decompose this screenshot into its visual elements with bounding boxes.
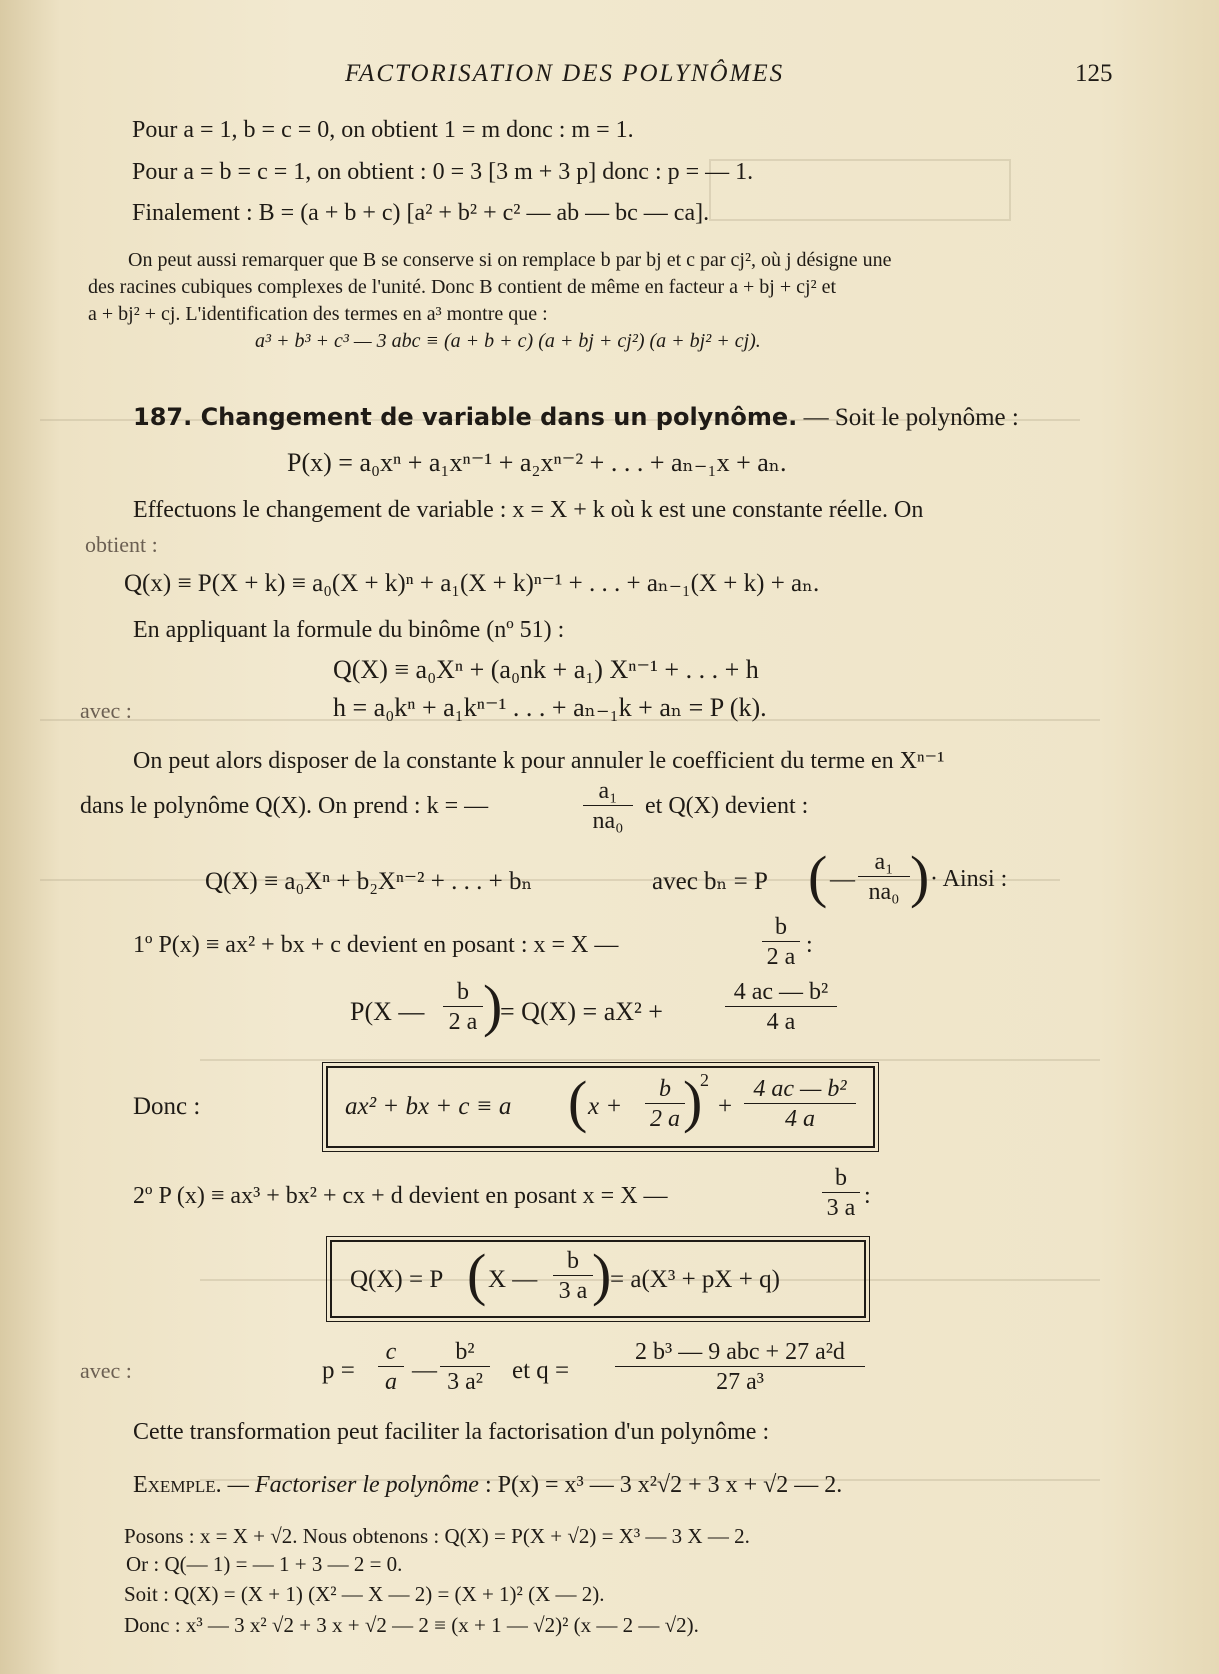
fraction-numerator: 4 ac — b² — [725, 978, 837, 1007]
fraction-b2-3a2 — [440, 1338, 490, 1397]
text-line: 1º P(x) ≡ ax² + bx + c devient en posant : x = X — — [133, 932, 619, 958]
text-line: Effectuons le changement de variable : x = X + k où k est une constante réelle. On — [133, 497, 924, 523]
identity-equation: a³ + b³ + c³ — 3 abc ≡ (a + b + c) (a + bj + cj²) (a + bj² + cj). — [255, 330, 761, 352]
fraction-q — [615, 1338, 865, 1397]
paragraph-line: a + bj² + cj. L'identification des termes en a³ montre que : — [88, 303, 548, 325]
example-equation: : P(x) = x³ — 3 x²√2 + 3 x + √2 — 2. — [478, 1472, 843, 1498]
fraction-numerator: b — [762, 913, 800, 942]
fraction-numerator: b — [443, 978, 483, 1007]
minus-sign: — — [830, 866, 855, 893]
text-P-of: P(X — — [350, 997, 425, 1026]
equation-Qb: Q(X) ≡ a₀Xⁿ + b₂Xⁿ⁻² + . . . + bₙ — [205, 868, 533, 895]
p-equals: p = — [322, 1357, 355, 1384]
page-number: 125 — [1075, 60, 1113, 87]
text-line: obtient : — [85, 532, 158, 557]
fraction-b-2a-3 — [645, 1075, 685, 1134]
colon: : — [864, 1183, 871, 1209]
fraction-denominator: 2 a — [448, 1009, 478, 1035]
text-line: On peut alors disposer de la constante k pour annuler le coefficient du terme en Xⁿ⁻¹ — [133, 748, 945, 774]
fraction-numerator: a₁ — [583, 777, 633, 806]
text-line: Posons : x = X + √2. Nous obtenons : Q(X) = P(X + √2) = X³ — 3 X — 2. — [124, 1524, 750, 1548]
fraction-denominator: na₀ — [868, 879, 900, 905]
fraction-numerator: 2 b³ — 9 abc + 27 a²d — [615, 1338, 865, 1367]
fraction-b-2a-2 — [443, 978, 483, 1037]
text-line: Cette transformation peut faciliter la factorisation d'un polynôme : — [133, 1419, 770, 1445]
text-line-1: Pour a = 1, b = c = 0, on obtient 1 = m donc : m = 1. — [132, 117, 634, 143]
equation-h: h = a₀kⁿ + a₁kⁿ⁻¹ . . . + aₙ₋₁k + aₙ = P (k). — [333, 693, 767, 722]
text-line-3: Finalement : B = (a + b + c) [a² + b² + c² — ab — bc — ca]. — [132, 200, 710, 226]
fraction-4ac-2 — [744, 1075, 856, 1134]
minus-sign: — — [412, 1357, 437, 1384]
equation-P: P(x) = a₀xⁿ + a₁xⁿ⁻¹ + a₂xⁿ⁻² + . . . + aₙ₋₁x + aₙ. — [287, 448, 787, 477]
close-paren: ) — [483, 973, 503, 1038]
fraction-4ac — [725, 978, 837, 1037]
et-q-equals: et q = — [512, 1357, 570, 1384]
text-donc: Donc : — [133, 1093, 201, 1120]
equation-QX: Q(X) ≡ a₀Xⁿ + (a₀nk + a₁) Xⁿ⁻¹ + . . . + h — [333, 655, 759, 684]
equation-text: = Q(X) = aX² + — [500, 997, 663, 1026]
text-line: dans le polynôme Q(X). On prend : k = — — [80, 793, 489, 819]
text-line: Or : Q(— 1) = — 1 + 3 — 2 = 0. — [126, 1552, 403, 1576]
example-line — [133, 1472, 842, 1499]
running-title: FACTORISATION DES POLYNÔMES — [345, 60, 785, 87]
fraction-denominator: 4 a — [785, 1106, 815, 1132]
open-paren: ( — [467, 1242, 487, 1307]
text-line: et Q(X) devient : — [645, 793, 809, 819]
margin-avec: avec : — [80, 1358, 132, 1383]
example-instruction: — Factoriser le polynôme — [221, 1472, 479, 1498]
fraction-numerator: b — [822, 1164, 860, 1193]
fraction-numerator: b — [645, 1075, 685, 1104]
close-paren: ) — [592, 1242, 612, 1307]
text-line: Donc : x³ — 3 x² √2 + 3 x + √2 — 2 ≡ (x + 1 — √2)² (x — 2 — √2). — [124, 1613, 699, 1637]
fraction-k — [583, 777, 633, 836]
text-line: 2º P (x) ≡ ax³ + bx² + cx + d devient en posant x = X — — [133, 1183, 668, 1209]
box-equation: = a(X³ + pX + q) — [610, 1266, 780, 1293]
fraction-denominator: a — [385, 1369, 397, 1395]
fraction-numerator: a₁ — [858, 848, 910, 877]
fraction-c-a — [378, 1338, 404, 1397]
margin-avec: avec : — [80, 698, 132, 723]
fraction-denominator: 3 a — [558, 1278, 588, 1304]
equation-Q: Q(x) ≡ P(X + k) ≡ a₀(X + k)ⁿ + a₁(X + k)ⁿ⁻¹ + . . . + aₙ₋₁(X + k) + aₙ. — [124, 570, 820, 597]
paragraph-line: des racines cubiques complexes de l'unité. Donc B contient de même en facteur a + bj + cj² et — [88, 276, 837, 298]
section-heading — [133, 403, 1019, 432]
box-equation: X — — [488, 1266, 538, 1293]
text-ainsi: · Ainsi : — [930, 866, 1008, 892]
fraction-b-3a-2 — [553, 1247, 593, 1306]
close-paren: ) — [910, 844, 930, 909]
fraction-bn — [858, 848, 910, 907]
section-intro: — Soit le polynôme : — [797, 404, 1019, 431]
fraction-numerator: 4 ac — b² — [744, 1075, 856, 1104]
fraction-denominator: 4 a — [766, 1009, 796, 1035]
section-title: 187. Changement de variable dans un polynôme. — [133, 403, 798, 431]
fraction-denominator: 3 a — [826, 1195, 856, 1221]
fraction-denominator: 27 a³ — [716, 1369, 764, 1395]
close-paren: ) — [683, 1069, 703, 1134]
fraction-denominator: 3 a² — [447, 1369, 483, 1395]
text-avec-bn: avec bₙ = P — [652, 868, 768, 895]
fraction-numerator: b² — [440, 1338, 490, 1367]
fraction-b-2a — [762, 913, 800, 972]
open-paren: ( — [808, 844, 828, 909]
fraction-denominator: na₀ — [592, 808, 624, 834]
open-paren: ( — [568, 1069, 588, 1134]
exponent-2: 2 — [700, 1070, 709, 1090]
box-equation: x + — [588, 1093, 623, 1120]
text-line-2: Pour a = b = c = 1, on obtient : 0 = 3 [3 m + 3 p] donc : p = — 1. — [132, 159, 754, 185]
example-label: Exemple. — [133, 1472, 222, 1498]
text-line: Soit : Q(X) = (X + 1) (X² — X — 2) = (X + 1)² (X — 2). — [124, 1582, 605, 1606]
plus-sign: + — [718, 1093, 733, 1120]
box-equation: ax² + bx + c ≡ a — [345, 1093, 512, 1120]
text-line: En appliquant la formule du binôme (nº 51) : — [133, 617, 565, 643]
fraction-numerator: c — [378, 1338, 404, 1367]
fraction-numerator: b — [553, 1247, 593, 1276]
paragraph-line: On peut aussi remarquer que B se conserve si on remplace b par bj et c par cj², où j désigne une — [128, 249, 892, 271]
fraction-denominator: 2 a — [766, 944, 796, 970]
box-equation: Q(X) = P — [350, 1266, 444, 1293]
colon: : — [806, 932, 813, 958]
fraction-denominator: 2 a — [650, 1106, 680, 1132]
fraction-b-3a — [822, 1164, 860, 1223]
